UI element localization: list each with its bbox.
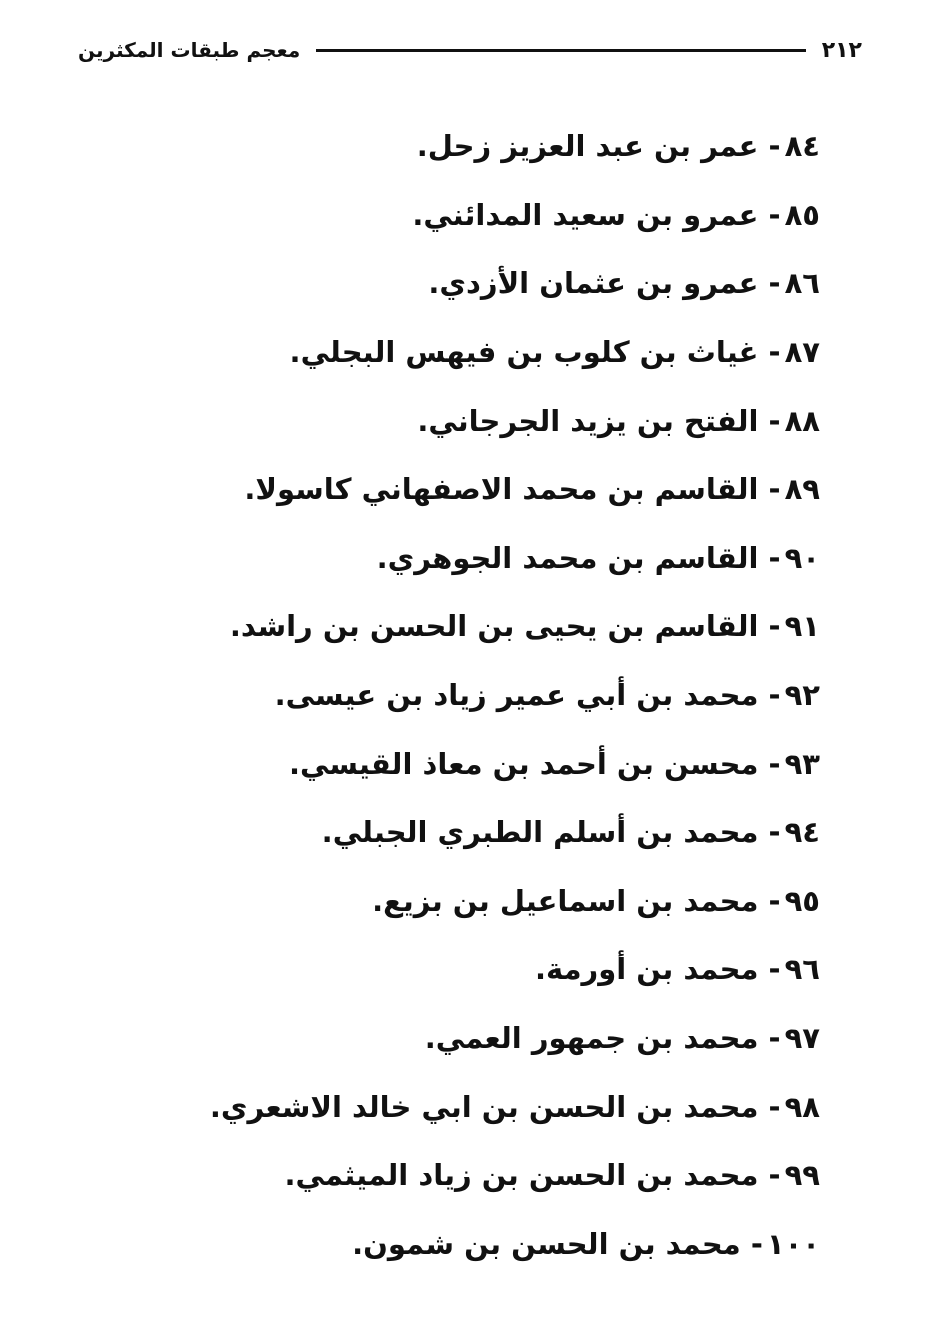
- entry-name: محمد بن اسماعيل بن بزيع.: [372, 883, 759, 918]
- entry-name: القاسم بن محمد الجوهري.: [376, 540, 759, 575]
- entry-number: ٨٤: [784, 129, 820, 164]
- list-item: ٩٦ - محمد بن أورمة.: [534, 952, 820, 987]
- entry-name: القاسم بن يحيى بن الحسن بن راشد.: [229, 609, 759, 644]
- entry-number: ٨٦: [784, 266, 820, 301]
- entry-name: محمد بن الحسن بن ابي خالد الاشعري.: [209, 1089, 759, 1124]
- entry-name: محمد بن الحسن بن زياد الميثمي.: [284, 1158, 759, 1193]
- list-item: ٩٩ - محمد بن الحسن بن زياد الميثمي.: [284, 1158, 820, 1193]
- entry-number: ٩٩: [784, 1158, 820, 1193]
- list-item: ٩٥ - محمد بن اسماعيل بن بزيع.: [372, 883, 820, 918]
- list-item: ٨٧ - غياث بن كلوب بن فيهس البجلي.: [289, 335, 820, 370]
- entry-name: محمد بن جمهور العمي.: [424, 1021, 759, 1056]
- list-item: ٩٤ - محمد بن أسلم الطبري الجبلي.: [321, 815, 820, 850]
- list-item: ٩١ - القاسم بن يحيى بن الحسن بن راشد.: [229, 609, 820, 644]
- header-rule: [316, 49, 805, 52]
- entry-number: ٨٨: [784, 403, 820, 438]
- entry-number: ١٠٠: [766, 1226, 820, 1261]
- list-item: ٨٤ - عمر بن عبد العزيز زحل.: [416, 129, 820, 164]
- entry-name: غياث بن كلوب بن فيهس البجلي.: [289, 335, 759, 370]
- page-number: ٢١٢: [821, 37, 862, 63]
- book-title: معجم طبقات المكثرين: [78, 38, 301, 62]
- running-header: [78, 30, 862, 70]
- entry-number: ٨٧: [784, 335, 820, 370]
- list-item: ٨٨ - الفتح بن يزيد الجرجاني.: [417, 403, 820, 438]
- list-item: ٨٥ - عمرو بن سعيد المدائني.: [412, 197, 820, 232]
- entry-name: محمد بن أورمة.: [534, 952, 759, 987]
- entry-name: عمرو بن سعيد المدائني.: [412, 197, 759, 232]
- entry-number: ٩٨: [784, 1089, 820, 1124]
- list-item: ٩٢ - محمد بن أبي عمير زياد بن عيسى.: [274, 678, 820, 713]
- list-item: ٩٧ - محمد بن جمهور العمي.: [424, 1021, 820, 1056]
- entry-number: ٨٥: [784, 197, 820, 232]
- entry-number: ٩١: [784, 609, 820, 644]
- entry-number: ٩٧: [784, 1021, 820, 1056]
- entry-name: القاسم بن محمد الاصفهاني كاسولا.: [244, 472, 759, 507]
- entry-name: محمد بن أبي عمير زياد بن عيسى.: [274, 678, 759, 713]
- entry-name: محسن بن أحمد بن معاذ القيسي.: [288, 746, 759, 781]
- list-item: ٨٦ - عمرو بن عثمان الأزدي.: [428, 266, 820, 301]
- entry-number: ٩٢: [784, 678, 820, 713]
- entry-name: محمد بن الحسن بن شمون.: [352, 1226, 741, 1261]
- list-item: ٨٩ - القاسم بن محمد الاصفهاني كاسولا.: [244, 472, 820, 507]
- list-item: ١٠٠ - محمد بن الحسن بن شمون.: [352, 1226, 820, 1261]
- list-item: ٩٣ - محسن بن أحمد بن معاذ القيسي.: [288, 746, 820, 781]
- entry-number: ٩٥: [784, 883, 820, 918]
- entry-number: ٩٠: [784, 540, 820, 575]
- entry-number: ٩٤: [784, 815, 820, 850]
- entry-name: عمر بن عبد العزيز زحل.: [416, 129, 759, 164]
- entry-name: محمد بن أسلم الطبري الجبلي.: [321, 815, 759, 850]
- entry-list: [100, 112, 820, 1278]
- entry-name: عمرو بن عثمان الأزدي.: [428, 266, 759, 301]
- entry-number: ٩٦: [784, 952, 820, 987]
- list-item: ٩٠ - القاسم بن محمد الجوهري.: [376, 540, 820, 575]
- entry-number: ٨٩: [784, 472, 820, 507]
- entry-name: الفتح بن يزيد الجرجاني.: [417, 403, 759, 438]
- entry-number: ٩٣: [784, 746, 820, 781]
- list-item: ٩٨ - محمد بن الحسن بن ابي خالد الاشعري.: [209, 1089, 820, 1124]
